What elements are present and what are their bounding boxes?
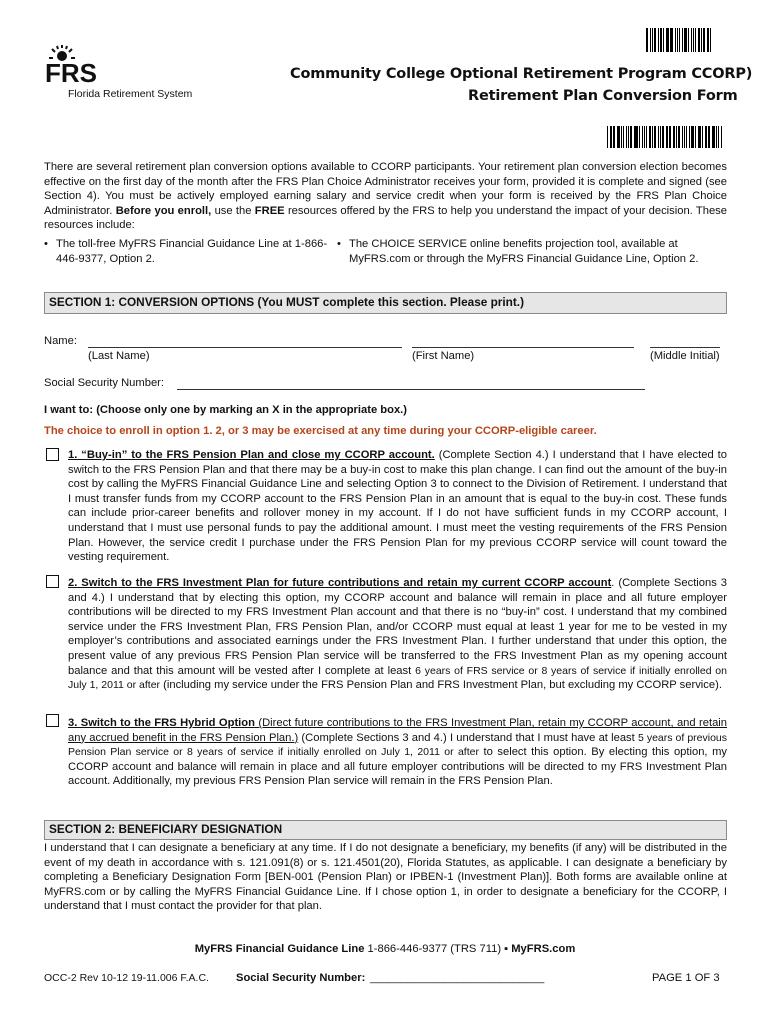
section2-heading: SECTION 2: BENEFICIARY DESIGNATION xyxy=(44,820,727,840)
barcode-bar xyxy=(654,28,657,52)
barcode-bar xyxy=(712,126,715,148)
barcode-bar xyxy=(613,126,614,148)
top-barcode xyxy=(646,28,712,52)
barcode-bar xyxy=(614,126,615,148)
first-name-field[interactable] xyxy=(412,347,634,348)
barcode-bar xyxy=(693,28,694,52)
last-name-field[interactable] xyxy=(88,347,402,348)
logo-subtitle: Florida Retirement System xyxy=(68,88,193,100)
barcode-bar xyxy=(639,126,640,148)
barcode-bar xyxy=(707,28,709,52)
intro-paragraph: There are several retirement plan conversion options available to CCORP participants. Your retirement plan conversion election becomes effective on the first day of the month after the FRS Plan Choice Administrator receives your form, provided it is complete and signed (see Section 4). You must be actively employed earning salary and service credit when your form is received by the FRS Plan Choice Administrator. Before you enroll, use the FREE resources offered by the FRS to help you understand the impact of your decision. These resources include: xyxy=(44,161,727,232)
form-title-line2: Retirement Plan Conversion Form xyxy=(468,88,738,104)
barcode-bar xyxy=(610,126,612,148)
barcode-bar xyxy=(626,126,627,148)
barcode-bar xyxy=(684,126,685,148)
barcode-bar xyxy=(675,28,676,52)
bullet-icon: • xyxy=(337,238,341,250)
barcode-bar xyxy=(695,28,696,52)
barcode-bar xyxy=(698,126,699,148)
middle-initial-label: (Middle Initial) xyxy=(650,350,720,362)
barcode-bar xyxy=(684,28,687,52)
barcode-bar xyxy=(721,126,722,148)
barcode-bar xyxy=(695,126,696,148)
barcode-bar xyxy=(667,28,669,52)
bullet-icon: • xyxy=(44,238,48,250)
form-barcode xyxy=(607,126,723,148)
barcode-bar xyxy=(677,28,678,52)
barcode-bar xyxy=(662,126,664,148)
barcode-bar xyxy=(710,28,711,52)
guidance-line-footer: MyFRS Financial Guidance Line 1-866-446-9377 (TRS 711) ▪ MyFRS.com xyxy=(194,943,576,955)
barcode-bar xyxy=(658,126,659,148)
logo-text: FRS xyxy=(45,58,97,88)
barcode-bar xyxy=(698,28,700,52)
barcode-bar xyxy=(658,28,659,52)
square-bullet-icon: ▪ xyxy=(504,943,509,955)
barcode-bar xyxy=(678,126,680,148)
footer-ssn-label: Social Security Number: xyxy=(236,972,366,984)
barcode-bar xyxy=(667,126,668,148)
option1-checkbox[interactable] xyxy=(46,448,59,461)
barcode-bar xyxy=(703,28,706,52)
barcode-bar xyxy=(688,28,689,52)
barcode-bar xyxy=(666,126,667,148)
barcode-bar xyxy=(649,126,651,148)
barcode-bar xyxy=(689,126,690,148)
barcode-bar xyxy=(642,126,643,148)
barcode-bar xyxy=(644,126,646,148)
first-name-label: (First Name) xyxy=(412,350,475,362)
barcode-bar xyxy=(652,28,653,52)
option1-text: 1. “Buy-in” to the FRS Pension Plan and close my CCORP account. (Complete Section 4.) I understand that I have elected to switch to the FRS Pension Plan and that there may be a buy-in cost to make this plan change. I can find out the amount of the buy-in cost by calling the MyFRS Financial Guidance Line and selecting Option 3 to connect to the Division of Retirement. I understand that I must transfer funds from my CCORP account to the FRS Pension Plan in an amount that is equal to the buy-in cost. These funds can include prior-career benefits and rollover money in my account. If I do not have sufficient funds in my CCORP account, I understand that I must use personal funds to pay the additional amount. I must meet the vesting requirements of the FRS Pension Plan. However, the service credit I purchase under the FRS Pension Plan for my previous CCORP service will count toward the vesting requirement. xyxy=(68,449,727,564)
barcode-bar xyxy=(621,126,622,148)
barcode-bar xyxy=(660,126,661,148)
barcode-bar xyxy=(705,126,707,148)
resource-bullet-2: • The CHOICE SERVICE online benefits projection tool, available at MyFRS.com or through the MyFRS Financial Guidance Line, Option 2. xyxy=(337,238,699,265)
barcode-bar xyxy=(630,126,632,148)
barcode-bar xyxy=(691,28,693,52)
barcode-bar xyxy=(646,28,648,52)
page-number: PAGE 1 OF 3 xyxy=(652,972,720,984)
barcode-bar xyxy=(682,126,683,148)
barcode-bar xyxy=(691,126,694,148)
form-title-line1: Community College Optional Retirement Program CCORP) xyxy=(290,66,753,82)
barcode-bar xyxy=(676,126,677,148)
barcode-bar xyxy=(682,28,683,52)
barcode-bar xyxy=(701,28,702,52)
barcode-bar xyxy=(702,126,703,148)
ssn-label: Social Security Number: xyxy=(44,377,164,389)
choice-instruction: I want to: (Choose only one by marking an X in the appropriate box.) xyxy=(44,404,408,416)
barcode-bar xyxy=(673,126,676,148)
barcode-bar xyxy=(623,126,625,148)
option3-text: 3. Switch to the FRS Hybrid Option (Direct future contributions to the FRS Investment Plan, retain my CCORP account, and retain any accrued benefit in the FRS Pension Plan.) (Complete Sections 3 and 4.) I understand that I must have at least 5 years of previous Pension Plan service or 8 years of service if initially enrolled on July 1, 2011 or after to select this option. By electing this option, my CCORP account and balance will remain in place and all future employer contributions will be directed to my FRS Investment Plan account. Additionally, my previous FRS Pension Plan service will remain in the FRS Pension Plan. xyxy=(68,717,728,788)
beneficiary-text: I understand that I can designate a beneficiary at any time. If I do not designate a beneficiary, my benefits (if any) will be distributed in the event of my death in accordance with s. 121.091(8) or s. 121.4501(20), Florida Statutes, as applicable. I can designate a beneficiary by completing a Beneficiary Designation Form [BEN-001 (Pension Plan) or IPBEN-1 (Investment Plan)]. Both forms are available online at MyFRS.com or by calling the MyFRS Financial Guidance Line. If I chose option 1, in order to designate a beneficiary for the CCORP, I understand that I must contact the provider for that plan. xyxy=(44,842,727,913)
barcode-bar xyxy=(617,126,620,148)
name-label: Name: xyxy=(44,335,77,347)
barcode-bar xyxy=(654,126,657,148)
barcode-bar xyxy=(686,126,688,148)
barcode-bar xyxy=(663,28,664,52)
barcode-bar xyxy=(699,126,701,148)
last-name-label: (Last Name) xyxy=(88,350,150,362)
option3-checkbox[interactable] xyxy=(46,714,59,727)
ssn-field[interactable] xyxy=(177,389,645,390)
resource-bullet-1: • The toll-free MyFRS Financial Guidance Line at 1-866-446-9377, Option 2. xyxy=(44,238,328,265)
barcode-bar xyxy=(670,28,673,52)
option2-checkbox[interactable] xyxy=(46,575,59,588)
barcode-bar xyxy=(718,126,720,148)
footer-ssn-field[interactable]: ____________________________ xyxy=(370,972,545,984)
option2-text: 2. Switch to the FRS Investment Plan for future contributions and retain my current CCORP account. (Complete Sections 3 and 4.) I understand that by electing this option, my CCORP account and balance will remain in place and all future employer contributions will be directed to my FRS Investment Plan account and that there is no “buy-in” cost. I understand that my combined service under the FRS Investment Plan, FRS Pension Plan, and/or CCORP must equal at least 1 year for me to be vested in my employer’s contributions and associated earnings under the FRS Investment Plan. I further understand that under this option, the present value of any previous FRS Pension Plan service will be transferred to the FRS Investment Plan as my opening account balance and that this amount will be vested after I complete at least 6 years of FRS service or 8 years of service if initially enrolled on July 1, 2011 or after (including my service under the FRS Pension Plan and FRS Investment Plan, but excluding my CCORP service). xyxy=(68,577,727,692)
barcode-bar xyxy=(628,126,629,148)
barcode-bar xyxy=(646,126,647,148)
barcode-bar xyxy=(652,126,653,148)
section1-heading: SECTION 1: CONVERSION OPTIONS (You MUST complete this section. Please print.) xyxy=(44,292,727,314)
enrollment-notice: The choice to enroll in option 1. 2, or 3 may be exercised at any time during your CCORP-eligible career. xyxy=(44,425,597,437)
barcode-bar xyxy=(635,126,638,148)
barcode-bar xyxy=(607,126,608,148)
form-id: OCC-2 Rev 10-12 19-11.006 F.A.C. xyxy=(44,972,209,984)
barcode-bar xyxy=(634,126,635,148)
barcode-bar xyxy=(666,28,667,52)
barcode-bar xyxy=(669,126,671,148)
barcode-bar xyxy=(709,126,710,148)
barcode-bar xyxy=(660,28,662,52)
barcode-bar xyxy=(650,28,651,52)
barcode-bar xyxy=(679,28,681,52)
barcode-bar xyxy=(716,126,717,148)
barcode-bar xyxy=(708,126,709,148)
middle-initial-field[interactable] xyxy=(650,347,720,348)
